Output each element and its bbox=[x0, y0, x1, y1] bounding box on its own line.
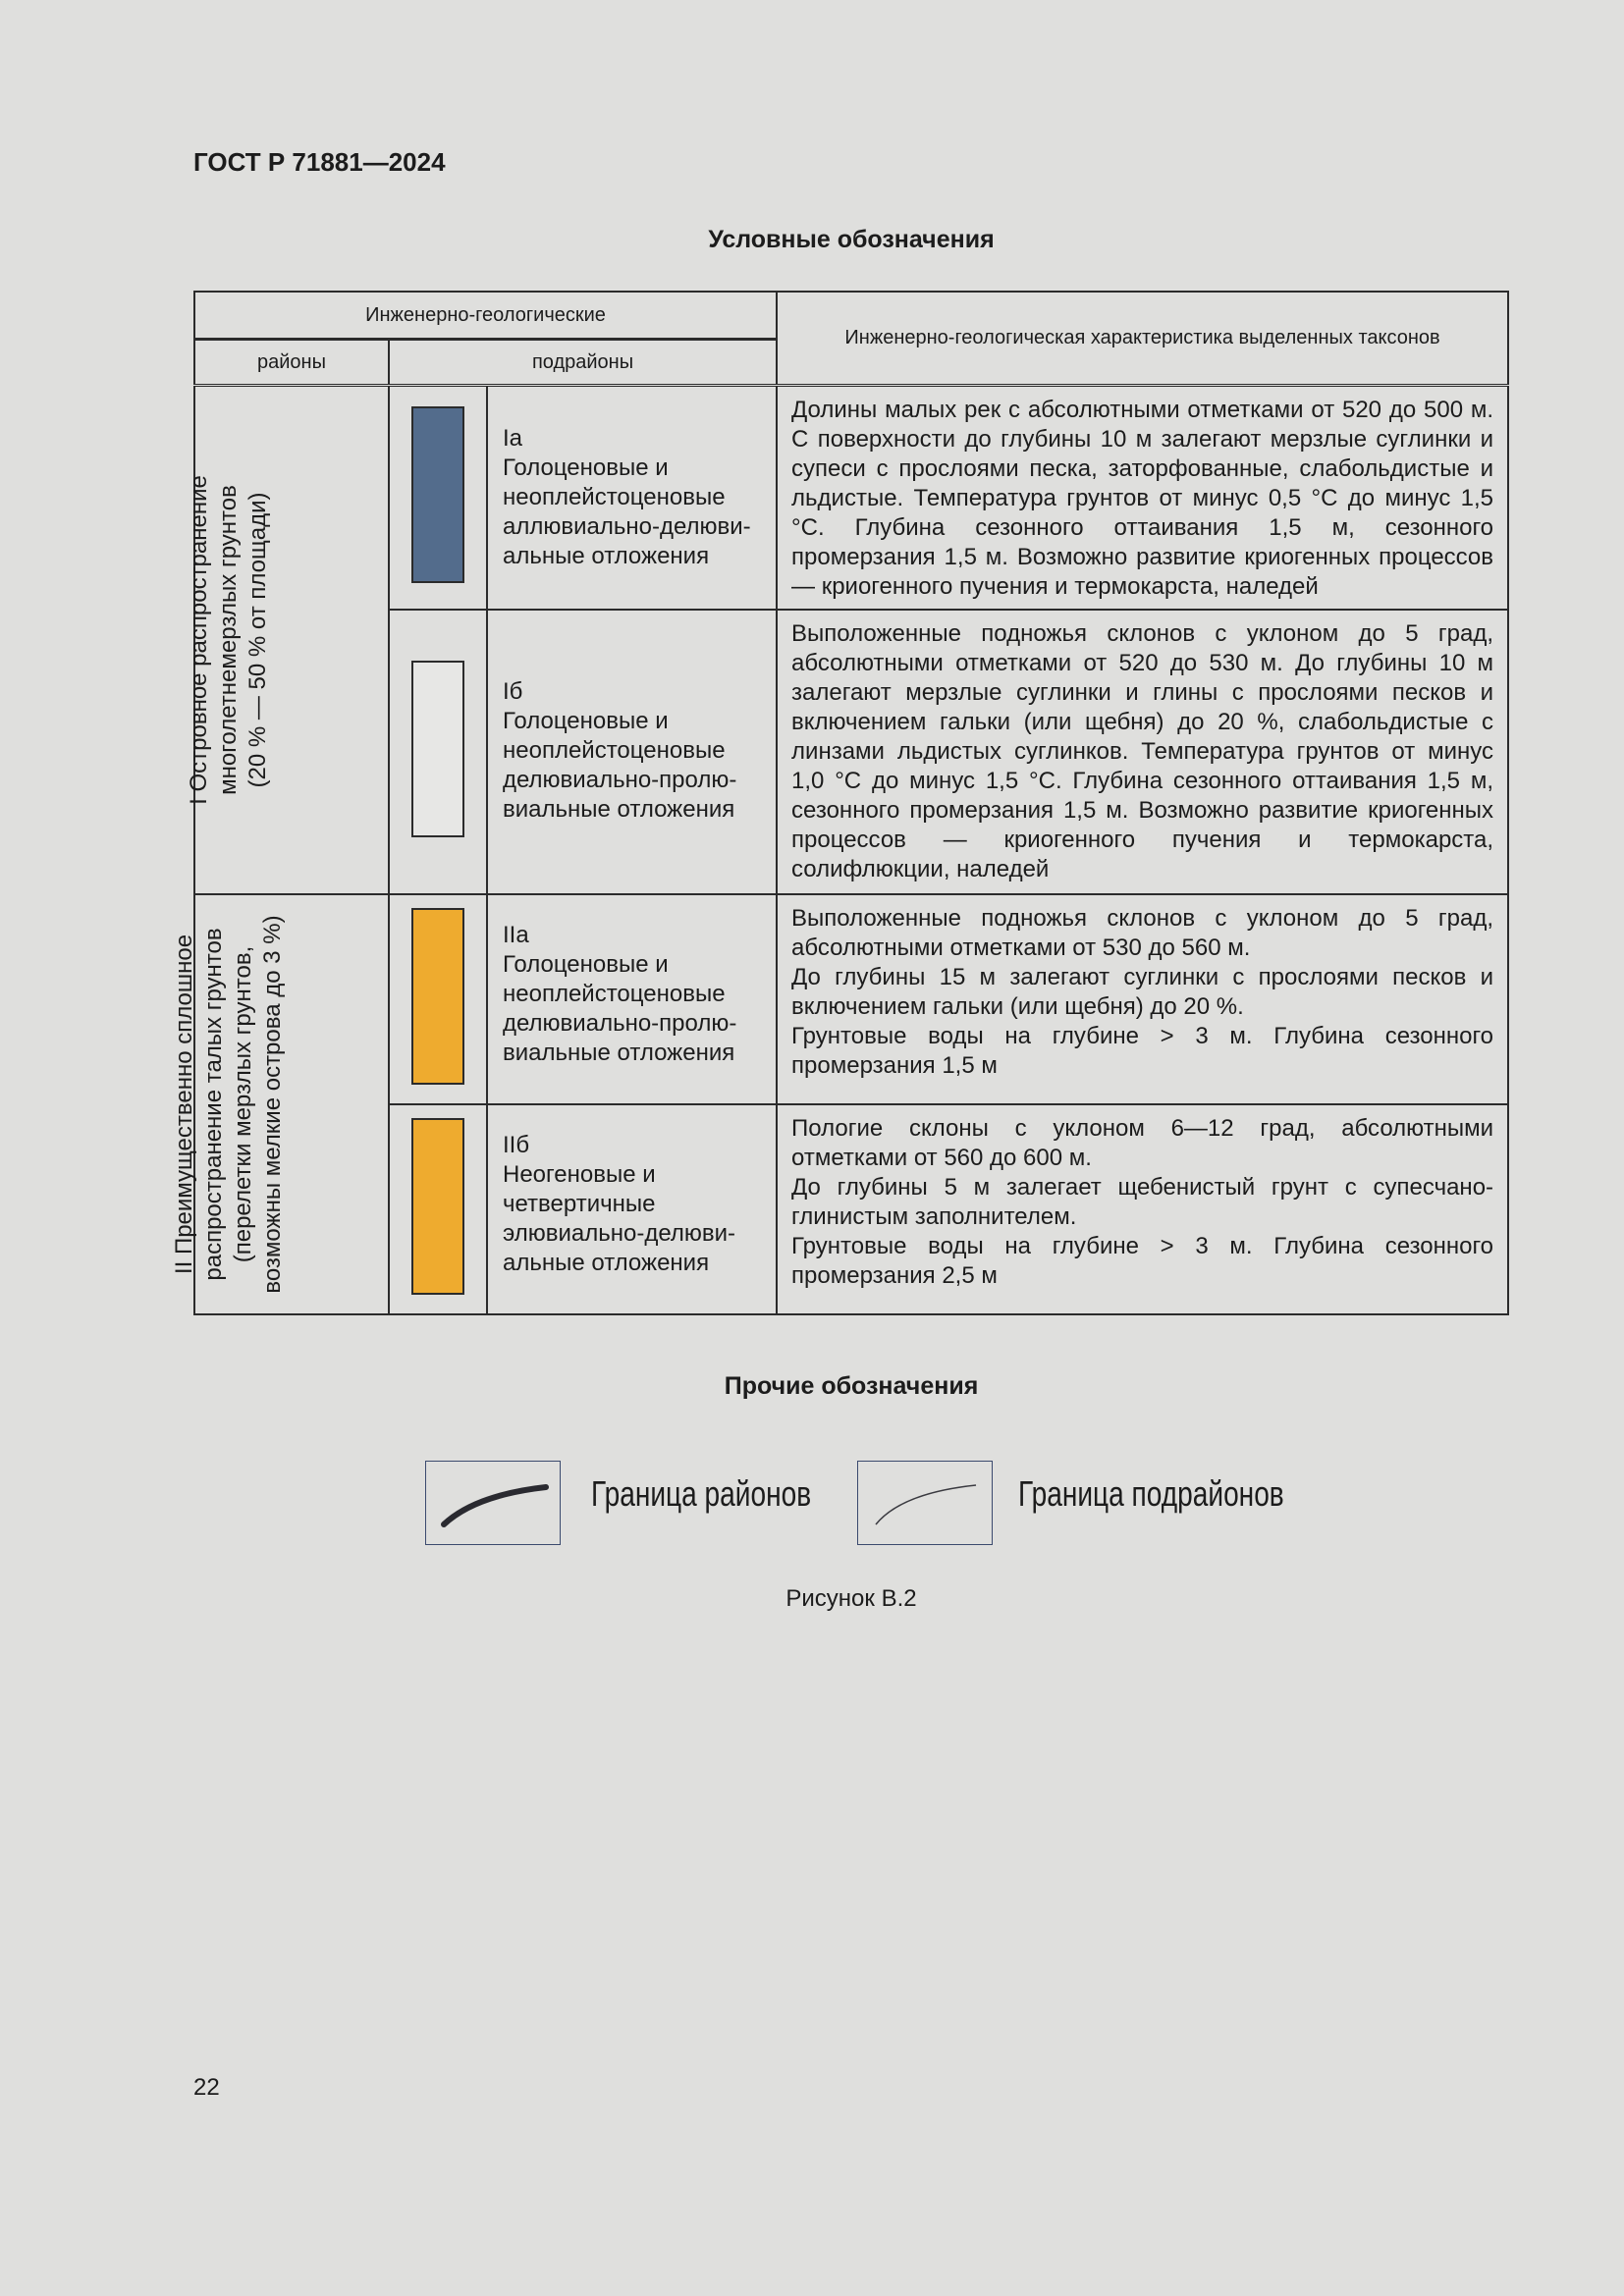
region-label: I Островное распространение многолетнемерзлых грунтов (20 % — 50 % от площади) bbox=[186, 474, 271, 805]
color-swatch bbox=[411, 661, 464, 837]
subregion-name: Голоценовые и неоплейстоценовые делювиально-пролю- виальные отложения bbox=[503, 707, 737, 823]
table-row bbox=[194, 610, 1508, 894]
table-row bbox=[194, 894, 1508, 1104]
region-boundary-label: Граница районов bbox=[591, 1473, 812, 1514]
color-swatch bbox=[411, 406, 464, 583]
header-characteristic: Инженерно-геологическая характеристика выделенных таксонов bbox=[777, 292, 1508, 386]
subregion-code: Iа bbox=[503, 425, 523, 452]
other-symbols-title: Прочие обозначения bbox=[724, 1372, 979, 1400]
swatch-cell bbox=[389, 894, 487, 1104]
description-paragraph: Выположенные подножья склонов с уклоном до 5 град, абсолютными отметками от 520 до 530 м. До глубины 10 м залегают мерзлые суглинки и глины с прослоями песков и включением гальки (или щебня) до 20 %, слабольдистые с линзами льдистых суглинков. Температура грунтов от минус 1,0 °С до минус 1,5 °С. Глубина сезонного оттаивания 1,5 м, сезонного промерзания 1,5 м. Возможно развитие криогенных процессов — криогенного пучения и термокарста, солифлюкции, наледей bbox=[791, 619, 1494, 882]
description-paragraph: Выположенные подножья склонов с уклоном до 5 град, абсолютными отметками от 530 до 560 м. bbox=[791, 904, 1494, 961]
color-swatch bbox=[411, 908, 464, 1085]
subregion-name: Неогеновые и четвертичные элювиально-делюви- альные отложения bbox=[503, 1160, 736, 1276]
page-number: 22 bbox=[193, 2074, 220, 2101]
subregion-code: IIа bbox=[503, 921, 529, 948]
region-boundary-line-icon bbox=[425, 1461, 561, 1545]
description-paragraph: До глубины 15 м залегают суглинки с прослоями песков и включением гальки (или щебня) до 20 %. bbox=[791, 963, 1494, 1020]
subregion-cell bbox=[487, 894, 777, 1104]
swatch-cell bbox=[389, 1104, 487, 1314]
header-subregions: подрайоны bbox=[389, 340, 777, 386]
subregion-cell bbox=[487, 610, 777, 894]
region-cell-1 bbox=[186, 386, 389, 894]
document-code: ГОСТ Р 71881—2024 bbox=[193, 147, 446, 177]
region-label: II Преимущественно сплошное распространение талых грунтов (перелетки мерзлых грунтов, возможны мелкие острова до 3 %) bbox=[171, 914, 286, 1294]
subregion-description bbox=[777, 894, 1508, 1104]
table-row bbox=[194, 386, 1508, 610]
legend-title: Условные обозначения bbox=[708, 226, 995, 253]
subregion-boundary-line-icon bbox=[857, 1461, 993, 1545]
legend-header-row bbox=[194, 292, 1508, 340]
subregion-boundary-label: Граница подрайонов bbox=[1018, 1473, 1284, 1514]
figure-caption: Рисунок В.2 bbox=[785, 1585, 917, 1612]
subregion-description bbox=[777, 386, 1508, 610]
subregion-cell bbox=[487, 386, 777, 610]
description-paragraph: Пологие склоны с уклоном 6—12 град, абсолютными отметками от 560 до 600 м. bbox=[791, 1114, 1494, 1171]
description-paragraph: Грунтовые воды на глубине > 3 м. Глубина сезонного промерзания 2,5 м bbox=[791, 1232, 1494, 1289]
subregion-name: Голоценовые и неоплейстоценовые аллювиально-делюви- альные отложения bbox=[503, 454, 751, 569]
table-row bbox=[194, 1104, 1508, 1314]
region-cell-2 bbox=[171, 894, 389, 1314]
subregion-code: Iб bbox=[503, 677, 523, 705]
subregion-description bbox=[777, 610, 1508, 894]
header-group: Инженерно-геологические bbox=[194, 292, 777, 340]
header-regions: районы bbox=[194, 340, 389, 386]
subregion-code: IIб bbox=[503, 1131, 530, 1158]
subregion-description bbox=[777, 1104, 1508, 1314]
legend-table bbox=[171, 291, 1509, 1315]
description-paragraph: Грунтовые воды на глубине > 3 м. Глубина сезонного промерзания 1,5 м bbox=[791, 1022, 1494, 1079]
description-paragraph: До глубины 5 м залегает щебенистый грунт с супесчано-глинистым заполнителем. bbox=[791, 1173, 1494, 1230]
swatch-cell bbox=[389, 386, 487, 610]
description-paragraph: Долины малых рек с абсолютными отметками от 520 до 500 м. С поверхности до глубины 10 м залегают мерзлые суглинки и супеси с прослоями песка, заторфованные, слабольдистые и льдистые. Температура грунтов от минус 0,5 °С до минус 1,5 °С. Глубина сезонного оттаивания 1,5 м, сезонного промерзания 1,5 м. Возможно развитие криогенных процессов — криогенного пучения и термокарста, наледей bbox=[791, 397, 1494, 600]
swatch-cell bbox=[389, 610, 487, 894]
subregion-cell bbox=[487, 1104, 777, 1314]
color-swatch bbox=[411, 1118, 464, 1295]
subregion-name: Голоценовые и неоплейстоценовые делювиально-пролю- виальные отложения bbox=[503, 950, 737, 1066]
